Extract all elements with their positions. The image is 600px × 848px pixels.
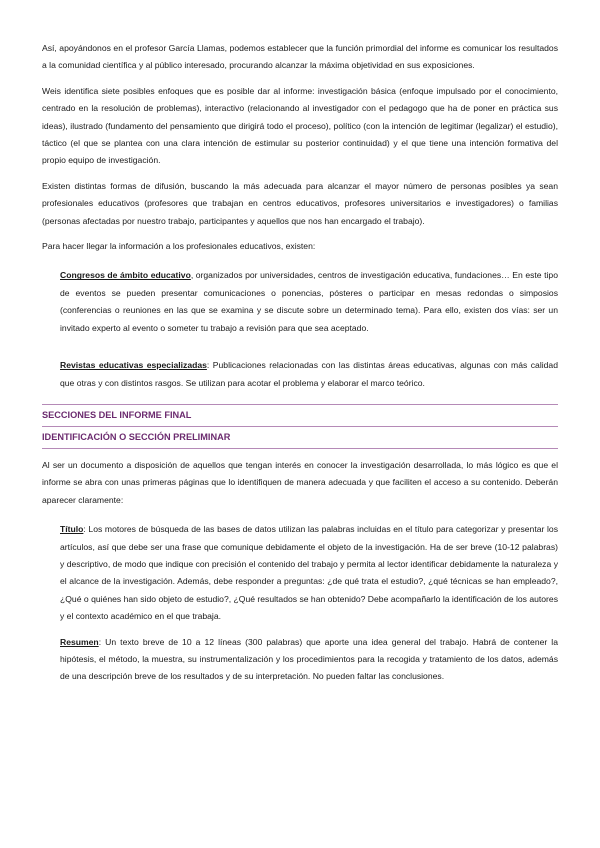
paragraph-identificacion-intro: Al ser un documento a disposición de aquellos que tengan interés en conocer la investigación desarrollada, lo más lógico es que el informe se abra con unas primeras páginas que lo identifiquen de manera adecuada y que faciliten el acceso a su contenido. Deberán aparecer claramente:: [42, 459, 558, 505]
term-congresos: Congresos de ámbito educativo: [60, 270, 191, 281]
section-divider: [42, 404, 558, 405]
list-item-congresos: [42, 267, 558, 337]
term-revistas: Revistas educativas especializadas: [60, 360, 207, 371]
list-item-revistas: [42, 357, 558, 392]
paragraph-formas-difusion: Existen distintas formas de difusión, buscando la más adecuada para alcanzar el mayor número de personas posibles ya sean profesionales educativos (profesores que trabajan en centros educativos, profesores universitarios e investigadores) o familias (personas afectadas por nuestro trabajo, participantes y aquellos que nos han encargado el trabajo).: [42, 180, 558, 226]
heading-identificacion: IDENTIFICACIÓN O SECCIÓN PRELIMINAR: [42, 429, 558, 449]
text-titulo: : Los motores de búsqueda de las bases de datos utilizan las palabras incluidas en el título para categorizar y presentar los artículos, así que debe ser una frase que comunique debidamente el objeto de la investigación. Ha de ser breve (10-12 palabras) y descriptivo, de modo que indique con precisión el contenido del trabajo y permita al lector identificar debidamente la naturaleza y el alcance de la investigación. Además, debe responder a preguntas: ¿de qué trata el estudio?, ¿qué técnicas se han empleado?, ¿Qué o quiénes han sido objeto de estudio?, ¿Qué resultados se han obtenido? Debe acompañarlo la identificación de los autores y el contexto académico en el que trabaja.: [60, 524, 558, 622]
text-revistas: : Publicaciones relacionadas con las distintas áreas educativas, algunas con más calidad que otras y con distintos rasgos. Se utilizan para acotar el problema y elaborar el marco teórico.: [60, 360, 558, 388]
list-item-titulo: [42, 521, 558, 625]
paragraph-profesionales-intro: Para hacer llegar la información a los profesionales educativos, existen:: [42, 241, 316, 252]
text-resumen: : Un texto breve de 10 a 12 líneas (300 palabras) que aporte una idea general del trabajo. Habrá de contener la hipótesis, el método, la muestra, su instrumentalización y los procedimientos para la recogida y tratamiento de los datos, además de una descripción breve de los resultados y de su interpretación. No pueden faltar las conclusiones.: [60, 636, 558, 682]
term-titulo: Título: [60, 524, 84, 535]
list-item-resumen: [42, 634, 558, 686]
term-resumen: Resumen: [60, 636, 99, 647]
heading-secciones-informe: SECCIONES DEL INFORME FINAL: [42, 407, 558, 427]
text-congresos: , organizados por universidades, centros de investigación educativa, fundaciones… En este tipo de eventos se pueden presentar comunicaciones o ponencias, pósteres o participar en mesas redondas o simposios (conferencias o reuniones en las que se examina y se discute sobre un determinado tema). Para ello, existen dos vías: ser un invitado experto al evento o someter tu trabajo a revisión para que sea aceptado.: [60, 270, 558, 333]
paragraph-garcia-llamas: Así, apoyándonos en el profesor García Llamas, podemos establecer que la función primordial del informe es comunicar los resultados a la comunidad científica y al público interesado, procurando alcanzar la máxima objetividad en sus exposiciones.: [42, 43, 558, 71]
paragraph-weis-enfoques: Weis identifica siete posibles enfoques que es posible dar al informe: investigación básica (enfoque impulsado por el conocimiento, centrado en la resolución de problemas), interactivo (relacionando al investigador con el pedagogo que ha de poner en práctica sus ideas), ilustrado (fundamento del pensamiento que dirigirá todo el proceso), político (con la intención de legitimar (legalizar) el estudio), táctico (el que se plantea con una clara intención de estimular su posterior continuidad) y el que tiene una intención formativa del propio equipo de investigación.: [42, 85, 558, 166]
